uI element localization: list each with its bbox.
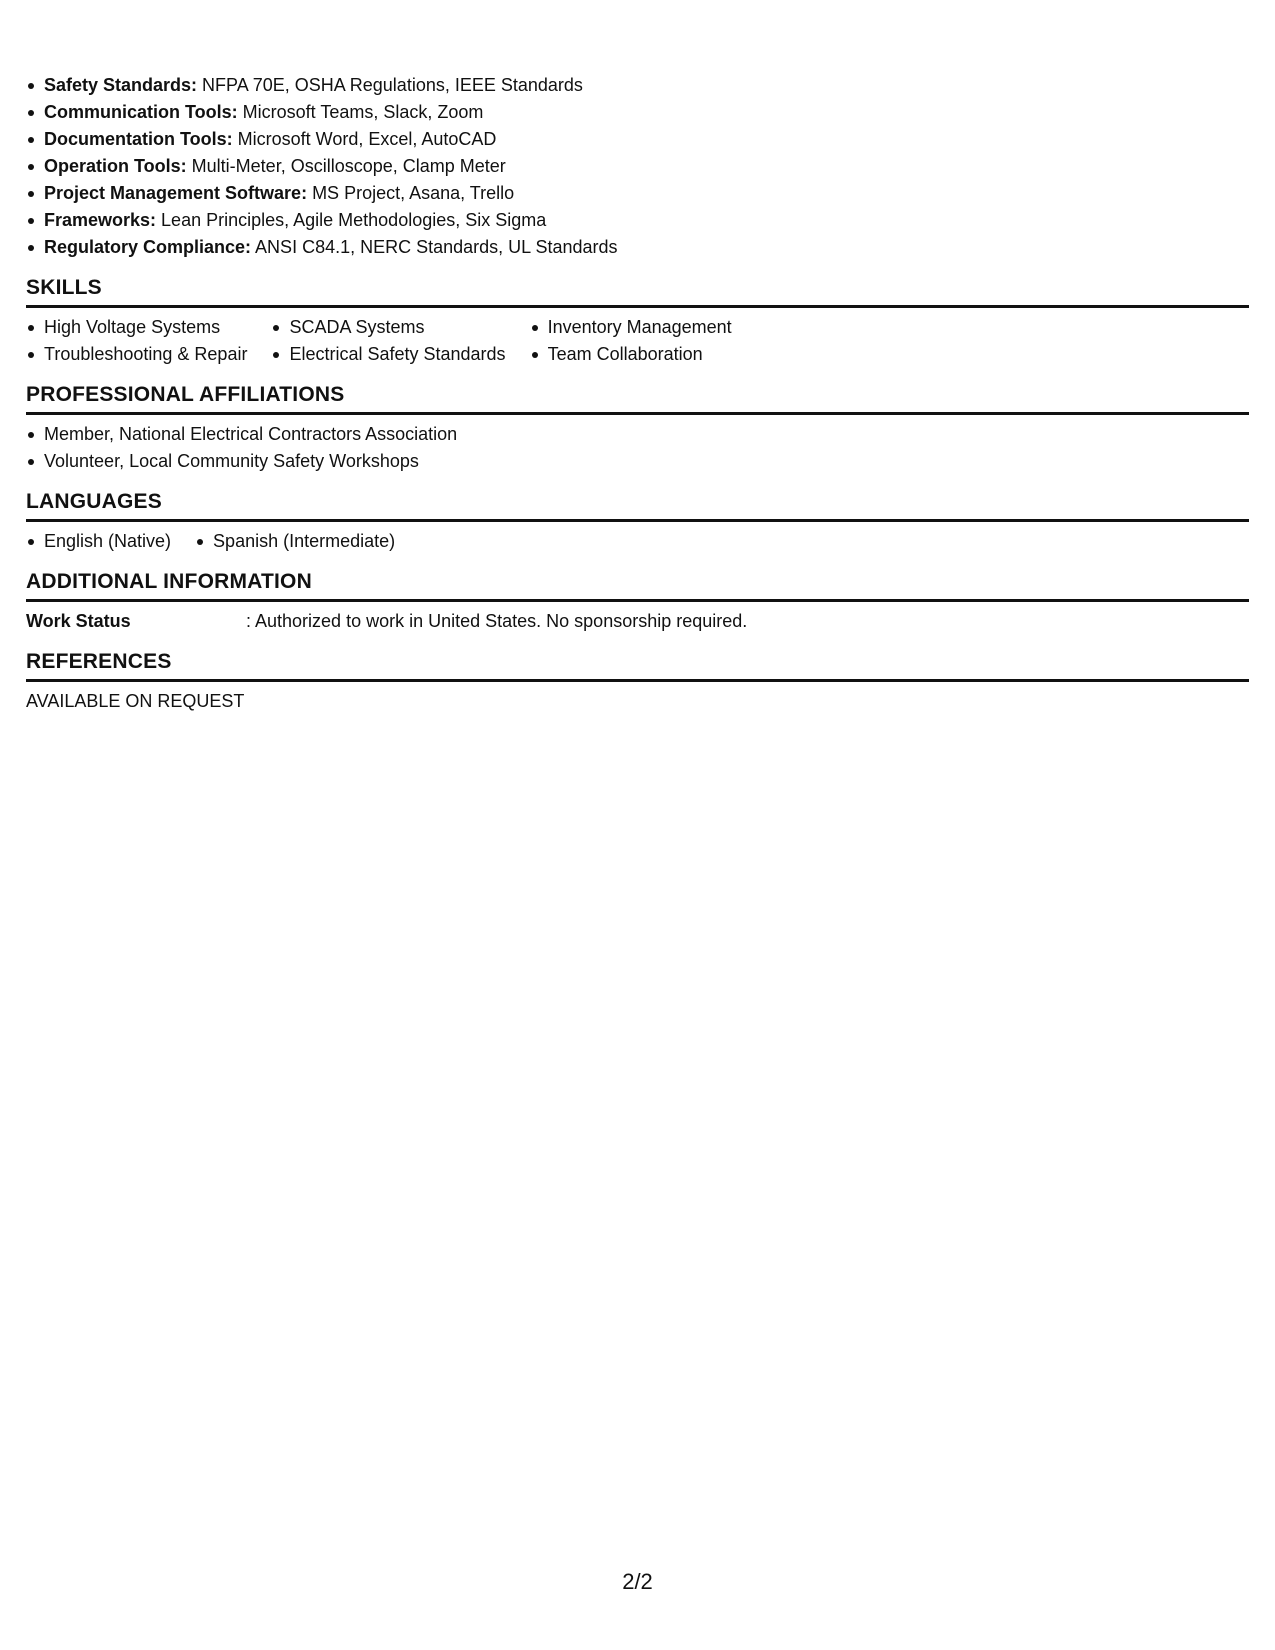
skills-section [26, 275, 1249, 368]
references-text: AVAILABLE ON REQUEST [26, 691, 245, 711]
languages-section [26, 489, 1249, 555]
section-title-languages: LANGUAGES [26, 489, 1249, 522]
list-item [26, 72, 1249, 99]
tool-values: NFPA 70E, OSHA Regulations, IEEE Standards [197, 75, 583, 95]
section-title-skills: SKILLS [26, 275, 1249, 308]
tool-category: Documentation Tools: [44, 129, 233, 149]
affiliation-item: Member, National Electrical Contractors Association [26, 421, 1249, 448]
languages-body [26, 522, 1249, 555]
skill-item: Team Collaboration [530, 341, 732, 368]
tool-values: ANSI C84.1, NERC Standards, UL Standards [251, 237, 618, 257]
skill-item: High Voltage Systems [26, 314, 247, 341]
tool-values: Lean Principles, Agile Methodologies, Six Sigma [156, 210, 547, 230]
tool-category: Regulatory Compliance: [44, 237, 252, 257]
resume-page [26, 72, 1249, 715]
tool-category: Operation Tools: [44, 156, 187, 176]
tool-category: Communication Tools: [44, 102, 238, 122]
affiliations-body [26, 415, 1249, 475]
languages-list [26, 528, 1249, 555]
list-item [26, 207, 1249, 234]
skills-column [530, 314, 732, 368]
language-item: English (Native) [26, 528, 171, 555]
tool-category: Safety Standards: [44, 75, 198, 95]
tool-values: Microsoft Word, Excel, AutoCAD [232, 129, 497, 149]
skill-item: SCADA Systems [271, 314, 505, 341]
section-title-additional-info: ADDITIONAL INFORMATION [26, 569, 1249, 602]
skill-item: Inventory Management [530, 314, 732, 341]
affiliations-section [26, 382, 1249, 475]
references-section [26, 649, 1249, 715]
work-status-value: : Authorized to work in United States. No sponsorship required. [246, 611, 748, 631]
list-item [26, 180, 1249, 207]
tool-category: Frameworks: [44, 210, 157, 230]
skill-item: Electrical Safety Standards [271, 341, 505, 368]
tool-values: Microsoft Teams, Slack, Zoom [237, 102, 484, 122]
language-item: Spanish (Intermediate) [195, 528, 395, 555]
section-title-references: REFERENCES [26, 649, 1249, 682]
page-number: 2/2 [622, 1569, 653, 1594]
tools-list [26, 72, 1249, 261]
tool-category: Project Management Software: [44, 183, 308, 203]
list-item [26, 126, 1249, 153]
skills-column [271, 314, 505, 368]
skills-column [26, 314, 247, 368]
tool-values: MS Project, Asana, Trello [307, 183, 515, 203]
section-title-affiliations: PROFESSIONAL AFFILIATIONS [26, 382, 1249, 415]
tool-values: Multi-Meter, Oscilloscope, Clamp Meter [186, 156, 506, 176]
affiliation-item: Volunteer, Local Community Safety Workshops [26, 448, 1249, 475]
skills-grid [26, 308, 1249, 368]
additional-info-section [26, 569, 1249, 635]
list-item [26, 99, 1249, 126]
list-item [26, 234, 1249, 261]
affiliations-list [26, 421, 1249, 475]
work-status-row [26, 602, 1249, 635]
list-item [26, 153, 1249, 180]
work-status-label: Work Status [26, 611, 131, 631]
skill-item: Troubleshooting & Repair [26, 341, 247, 368]
